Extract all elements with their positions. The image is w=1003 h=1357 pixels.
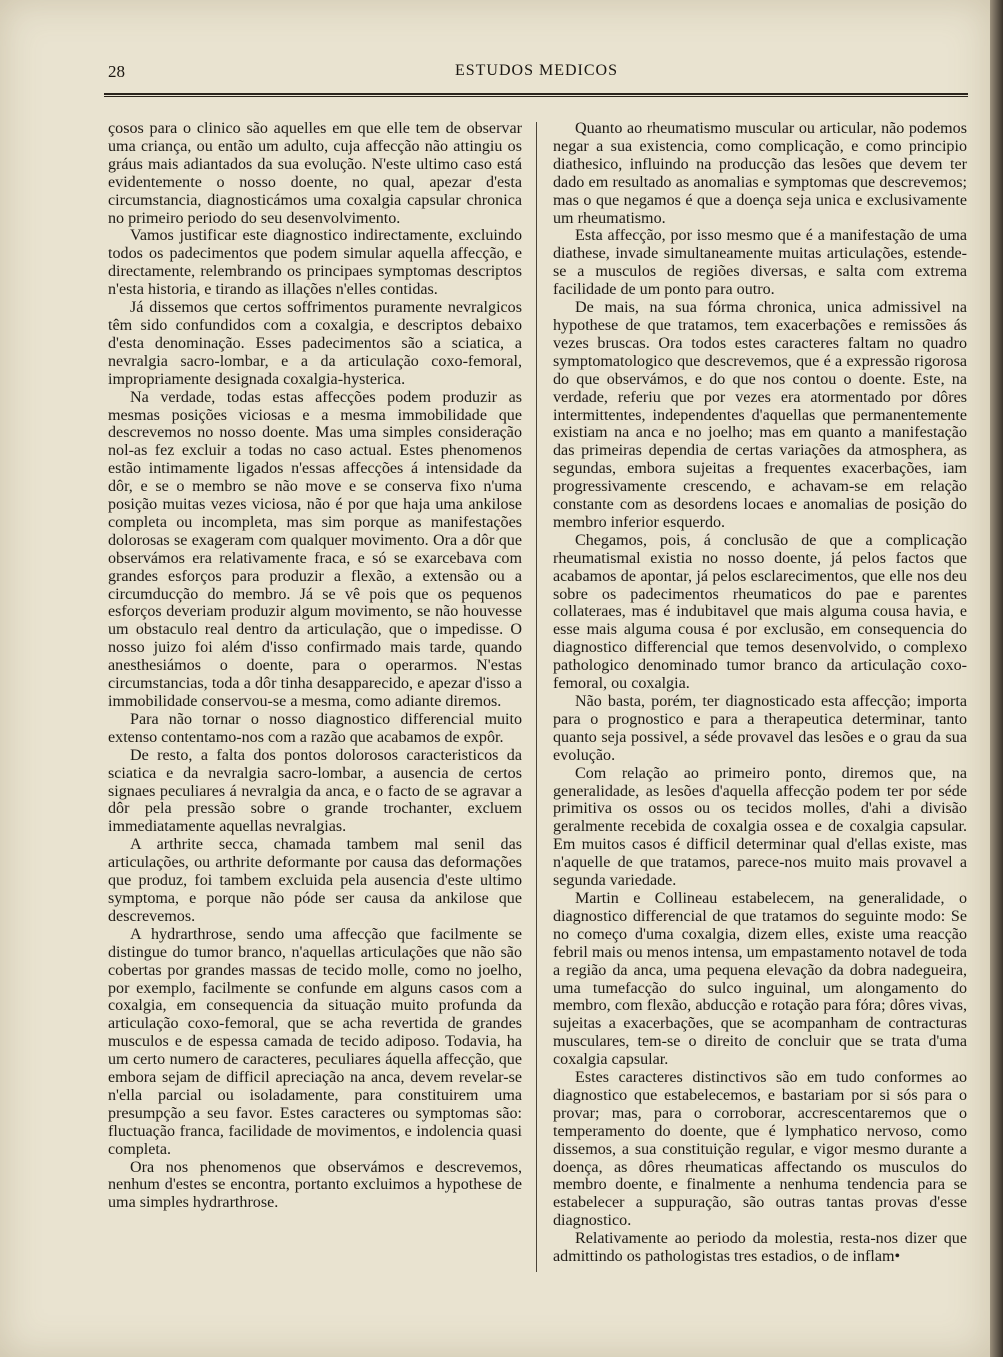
paragraph: De mais, na sua fórma chronica, unica admissivel na hypothese de que tratamos, tem exacerbações e remissões ás vezes bruscas. Ora todos estes caracteres faltam no quadro symptomatologico que descrevemos, que é a expressão rigorosa do que observámos, e do que nos contou o doente. Este, na verdade, referiu que por vezes era atormentado por dôres intermittentes, independentes d'aquellas que permanentemente existiam na anca e no joelho; mas em quanto a manifestação das primeiras dependia de certas variações da atmosphera, as segundas, embora sujeitas a frequentes exacerbações, iam progressivamente crescendo, e achavam-se em relação constante com as desordens locaes e anomalias de posição do membro inferior esquerdo. — [553, 299, 967, 531]
page-header — [108, 62, 965, 86]
paragraph: Vamos justificar este diagnostico indirectamente, excluindo todos os padecimentos que podem simular aquella affecção, e directamente, relembrando os principaes symptomas descriptos n'esta historia, e tirando as illações n'elles contidas. — [108, 227, 522, 299]
left-column — [108, 120, 522, 1280]
paragraph: Ora nos phenomenos que observámos e descrevemos, nenhum d'estes se encontra, portanto excluimos a hypothese de uma simples hydrarthrose. — [108, 1158, 522, 1212]
column-divider — [536, 122, 537, 1272]
page-edge — [990, 0, 1003, 1357]
right-column — [553, 120, 967, 1280]
paragraph: Na verdade, todas estas affecções podem produzir as mesmas posições viciosas e a mesma immobilidade que descrevemos no nosso doente. Mas uma simples consideração nol-as fez excluir a todas no caso actual. Estes phenomenos estão intimamente ligados n'essas affecções á intensidade da dôr, e se o membro se não move e se conserva fixo n'uma posição muitas vezes viciosa, não é por que haja uma ankilose completa ou incompleta, mas sim porque as manifestações dolorosas se exageram com qualquer movimento. Ora a dôr que observámos era relativamente fraca, e só se exarcebava com grandes esforços para produzir a flexão, a extensão ou a circumducção do membro. Já se vê pois que os pequenos esforços deveriam produzir algum movimento, se não houvesse um obstaculo real dentro da articulação, que o impedisse. O nosso juizo foi além d'isso confirmado mais tarde, quando anesthesiámos o doente, para o operarmos. N'estas circumstancias, toda a dôr tinha desapparecido, e apezar d'isso a immobilidade conservou-se a mesma, como adiante diremos. — [108, 388, 522, 710]
header-rule-thin — [104, 96, 968, 97]
running-title: ESTUDOS MEDICOS — [454, 62, 618, 79]
paragraph: Estes caracteres distinctivos são em tudo conformes ao diagnostico que estabelecemos, e bastariam por si sós para o provar; mas, para o corroborar, accrescentaremos que o temperamento do doente, que é lymphatico nervoso, como dissemos, a sua constituição regular, e vigor mesmo durante a doença, as dôres rheumaticas affectando os musculos do membro doente, e finalmente a nenhuma tendencia para se estabelecer a suppuração, são outras tantas provas d'esse diagnostico. — [553, 1069, 967, 1230]
paragraph: A hydrarthrose, sendo uma affecção que facilmente se distingue do tumor branco, n'aquellas articulações que não são cobertas por grandes massas de tecido molle, como no joelho, por exemplo, facilmente se confunde em alguns casos com a coxalgia, em consequencia da situação muito profunda da articulação coxo-femoral, que se acha revertida de grandes musculos e de espessa camada de tecido adiposo. Todavia, ha um certo numero de caracteres, peculiares áquella affecção, que embora sejam de difficil apreciação na anca, devem revelar-se n'ella parcial ou isoladamente, para constituirem uma presumpção a seu favor. Estes caracteres ou symptomas são: fluctuação franca, facilidade de movimentos, e indolencia quasi completa. — [108, 925, 522, 1158]
paragraph: A arthrite secca, chamada tambem mal senil das articulações, ou arthrite deformante por causa das deformações que produz, foi tambem excluida pela ausencia d'este ultimo symptoma, e porque não póde ser causa da ankilose que descrevemos. — [108, 836, 522, 925]
paragraph: Relativamente ao periodo da molestia, resta-nos dizer que admittindo os pathologistas tres estadios, o de inflam• — [553, 1230, 967, 1266]
paragraph: Quanto ao rheumatismo muscular ou articular, não podemos negar a sua existencia, como complicação, e como principio diathesico, influindo na producção das lesões que devem ter dado em resultado as anomalias e symptomas que descrevemos; mas o que negamos é que a doença seja unica e exclusivamente um rheumatismo. — [553, 120, 967, 227]
paragraph: Com relação ao primeiro ponto, diremos que, na generalidade, as lesões d'aquella affecção podem ter por séde primitiva os ossos ou os tecidos molles, d'ahi a divisão geralmente recebida de coxalgia ossea e de coxalgia capsular. Em muitos casos é difficil determinar qual d'ellas existe, mas n'aquelle de que tratamos, parece-nos muito mais provavel a segunda variedade. — [553, 764, 967, 890]
paragraph: Esta affecção, por isso mesmo que é a manifestação de uma diathese, invade simultaneamente muitas articulações, estende-se a musculos de regiões diversas, e salta com extrema facilidade de um ponto para outro. — [553, 227, 967, 299]
paragraph: De resto, a falta dos pontos dolorosos caracteristicos da sciatica e da nevralgia sacro-lombar, a ausencia de certos signaes peculiares á nevralgia da anca, e o facto de se agravar a dôr pela pressão sobre o grande trochanter, excluem immediatamente aquellas nevralgias. — [108, 746, 522, 836]
page-number: 28 — [108, 62, 125, 81]
paragraph: Martin e Collineau estabelecem, na generalidade, o diagnostico differencial de que tratamos do seguinte modo: Se no começo d'uma coxalgia, dizem elles, existe uma reacção febril mais ou menos intensa, um empastamento notavel de toda a região da anca, uma pequena elevação da dobra nadegueira, uma tumefacção do sulco inguinal, um alongamento do membro, com flexão, abducção e rotação para fóra; dôres vivas, sujeitas a exacerbações, que se acompanham de contracturas musculares, tem-se o direito de concluir que se trata d'uma coxalgia capsular. — [553, 889, 967, 1069]
paragraph: çosos para o clinico são aquelles em que elle tem de observar uma criança, ou então um adulto, cuja affecção não attingiu os gráus mais adiantados da sua evolução. N'este ultimo caso está evidentemente o nosso doente, no qual, apezar d'esta circumstancia, diagnosticámos uma coxalgia capsular chronica no primeiro periodo do seu desenvolvimento. — [108, 120, 522, 227]
header-rule — [104, 93, 968, 95]
paragraph: Chegamos, pois, á conclusão de que a complicação rheumatismal existia no nosso doente, já pelos factos que acabamos de apontar, já pelos esclarecimentos, que elle nos deu sobre os padecimentos rheumaticos do pae e parentes collateraes, mas é indubitavel que mais alguma cousa havia, e esse mais alguma cousa é por exclusão, em consequencia do diagnostico differencial que temos desenvolvido, o complexo pathologico denominado tumor branco da articulação coxo-femoral, ou coxalgia. — [553, 531, 967, 693]
paragraph: Para não tornar o nosso diagnostico differencial muito extenso contentamo-nos com a razão que acabamos de expôr. — [108, 710, 522, 746]
paragraph: Não basta, porém, ter diagnosticado esta affecção; importa para o prognostico e para a therapeutica determinar, tanto quanto seja possivel, a séde provavel das lesões e o grau da sua evolução. — [553, 693, 967, 764]
paragraph: Já dissemos que certos soffrimentos puramente nevralgicos têm sido confundidos com a coxalgia, e descriptos debaixo d'esta denominação. Esses padecimentos são a sciatica, a nevralgia sacro-lombar, e a da articulação coxo-femoral, impropriamente designada coxalgia-hysterica. — [108, 299, 522, 388]
